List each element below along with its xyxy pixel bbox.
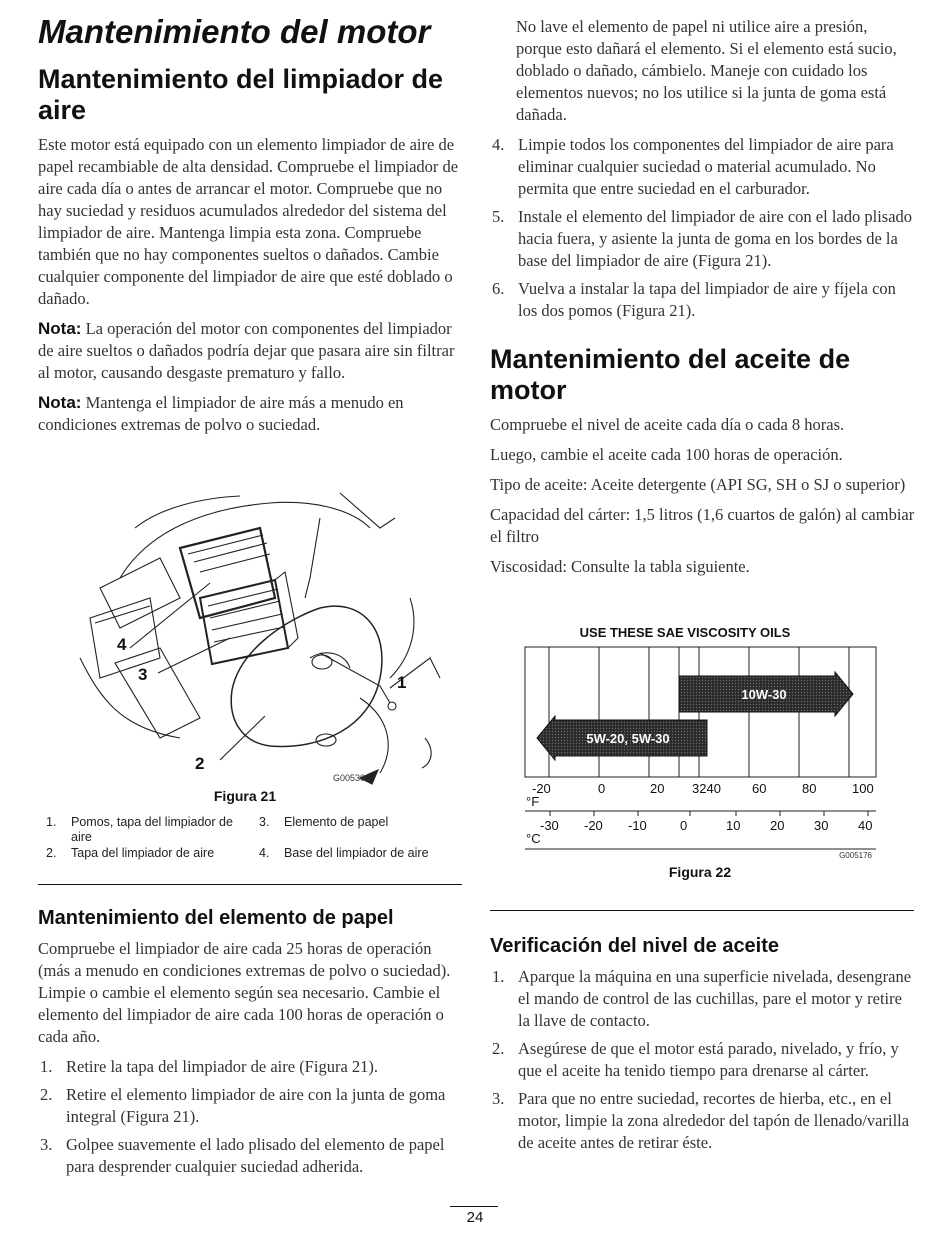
oil-paragraph: Capacidad del cárter: 1,5 litros (1,6 cuartos de galón) al cambiar el filtro — [490, 505, 915, 546]
air-cleaner-paragraph: Este motor está equipado con un elemento limpiador de aire de papel recambiable de alta densidad. Compruebe el limpiador de aire cada día o antes de arrancar el motor. Compruebe que no hay suciedad y residuos acumulados alrededor del sistema del limpiador de aire. Mantenga limpia esta zona. Compruebe también que no hay componentes sueltos o dañados. Cambie cualquier componente del limpiador de aire que esté doblado o dañado. — [38, 135, 459, 308]
oil-heading: Mantenimiento del aceite de motor — [490, 344, 851, 405]
list-item-text: Asegúrese de que el motor está parado, nivelado, y frío, y que el aceite ha tenido tiempo para drenarse al cárter. — [518, 1039, 899, 1080]
page-title: Mantenimiento del motor — [38, 13, 431, 50]
callout-4: 4 — [117, 635, 127, 654]
figure-21-legend — [46, 815, 466, 862]
paper-element-section — [38, 906, 463, 1184]
list-item-text: Retire el elemento limpiador de aire con la junta de goma integral (Figura 21). — [66, 1085, 446, 1126]
list-item-number: 3. — [492, 1089, 505, 1108]
section-divider-right — [490, 910, 914, 911]
list-item-text: Retire la tapa del limpiador de aire (Figura 21). — [66, 1057, 379, 1076]
series-label-10w30: 10W-30 — [741, 687, 787, 702]
list-item-text: Instale el elemento del limpiador de aire con el lado plisado hacia fuera, y asiente la junta de goma en los bordes de la base del limpiador de aire (Figura 21). — [518, 207, 913, 270]
figure-code: G005176 — [839, 851, 872, 860]
list-item — [38, 1134, 463, 1178]
figure-21-caption: Figura 21 — [213, 788, 277, 804]
legend-text: Elemento de papel — [284, 815, 389, 829]
celsius-tick-label: -10 — [628, 818, 647, 833]
nota-2-text: Mantenga el limpiador de aire más a menudo en condiciones extremas de polvo o suciedad. — [38, 393, 404, 434]
chart-labels — [525, 781, 876, 860]
list-item-number: 4. — [492, 135, 505, 154]
list-item — [490, 206, 915, 272]
viscosity-chart-svg — [524, 646, 878, 876]
chart-bars — [537, 672, 853, 760]
list-item-text: Golpee suavemente el lado plisado del elemento de papel para desprender cualquier suciedad adherida. — [66, 1135, 445, 1176]
continued-paragraph: No lave el elemento de papel ni utilice aire a presión, porque esto dañará el elemento. Si el elemento está sucio, doblado o dañado, cámbielo. Maneje con cuidado los elementos nuevos; no los utilice si la junta de goma está dañada. — [516, 17, 897, 124]
list-item-number: 1. — [40, 1057, 53, 1076]
air-cleaner-heading: Mantenimiento del limpiador de aire — [38, 64, 444, 125]
figure-21 — [60, 488, 450, 806]
celsius-tick-label: -30 — [540, 818, 559, 833]
celsius-tick-label: -20 — [584, 818, 603, 833]
callout-2: 2 — [195, 754, 205, 773]
figure-22-caption: Figura 22 — [668, 864, 732, 880]
fahrenheit-tick-label: 60 — [752, 781, 767, 796]
list-item-text: Vuelva a instalar la tapa del limpiador de aire y fíjela con los dos pomos (Figura 21). — [518, 279, 896, 320]
nota-1-text: La operación del motor con componentes del limpiador de aire sueltos o dañados podría dejar que pasara aire sin filtrar al motor, causando desgaste prematuro y fallo. — [38, 319, 455, 382]
celsius-unit: °C — [526, 831, 541, 846]
list-item — [490, 134, 915, 200]
oil-paragraph: Luego, cambie el aceite cada 100 horas de operación. — [490, 445, 843, 464]
celsius-tick-label: 30 — [814, 818, 829, 833]
list-item — [490, 966, 915, 1032]
fahrenheit-unit: °F — [526, 794, 540, 809]
page-number-rule — [450, 1206, 498, 1207]
fahrenheit-tick-label: 80 — [802, 781, 817, 796]
figure-code: G005300 — [333, 773, 371, 783]
paper-steps-list — [38, 1056, 463, 1178]
nota-label: Nota: — [38, 319, 82, 338]
series-label-5w: 5W-20, 5W-30 — [586, 731, 670, 746]
viscosity-chart-title: USE THESE SAE VISCOSITY OILS — [579, 625, 791, 640]
oil-level-section — [490, 934, 915, 1160]
list-item-text: Limpie todos los componentes del limpiador de aire para eliminar cualquier suciedad o material acumulado. No permita que entre suciedad en el carburador. — [518, 135, 894, 198]
list-item — [490, 1088, 915, 1154]
legend-num: 1. — [46, 815, 57, 829]
paper-element-paragraph: Compruebe el limpiador de aire cada 25 horas de operación (más a menudo en condiciones extremas de polvo o suciedad). Limpie o cambie el elemento según sea necesario. Cambie el elemento del limpiador de aire cada 100 horas de operación o cada año. — [38, 939, 451, 1046]
section-divider-left — [38, 884, 462, 885]
nota-2 — [38, 392, 463, 436]
list-item — [38, 1084, 463, 1128]
legend-num: 2. — [46, 846, 57, 860]
legend-text: Pomos, tapa del limpiador de aire — [71, 815, 233, 844]
nota-1 — [38, 318, 463, 384]
list-item-text: Aparque la máquina en una superficie nivelada, desengrane el mando de control de las cuchillas, pare el motor y retire la llave de contacto. — [518, 967, 912, 1030]
celsius-tick-label: 40 — [858, 818, 873, 833]
nota-label: Nota: — [38, 393, 82, 412]
viscosity-chart — [524, 646, 878, 876]
list-item-number: 6. — [492, 279, 505, 298]
oil-paragraph: Viscosidad: Consulte la tabla siguiente. — [490, 557, 750, 576]
oil-paragraph: Tipo de aceite: Aceite detergente (API SG, SH o SJ o superior) — [490, 475, 906, 494]
celsius-tick-label: 0 — [680, 818, 688, 833]
callout-1: 1 — [397, 673, 407, 692]
celsius-tick-label: 20 — [770, 818, 785, 833]
paper-element-heading: Mantenimiento del elemento de papel — [38, 907, 394, 929]
list-item — [490, 1038, 915, 1082]
list-item-number: 1. — [492, 967, 505, 986]
oil-level-steps — [490, 966, 915, 1154]
list-item-number: 3. — [40, 1135, 53, 1154]
list-item-number: 2. — [40, 1085, 53, 1104]
oil-paragraph: Compruebe el nivel de aceite cada día o cada 8 horas. — [490, 415, 845, 434]
list-item-text: Para que no entre suciedad, recortes de hierba, etc., en el motor, limpie la zona alrededor del tapón de llenado/varilla de aceite antes de retirar éste. — [518, 1089, 910, 1152]
legend-num: 3. — [259, 815, 270, 829]
fahrenheit-tick-label: 100 — [852, 781, 874, 796]
fahrenheit-tick-label: 20 — [650, 781, 665, 796]
legend-num: 4. — [259, 846, 270, 860]
right-column — [490, 16, 915, 586]
fahrenheit-tick-label: 0 — [598, 781, 606, 796]
fahrenheit-tick-label: -20 — [532, 781, 551, 796]
list-item-number: 2. — [492, 1039, 505, 1058]
list-item — [490, 278, 915, 322]
celsius-tick-label: 10 — [726, 818, 741, 833]
list-item-number: 5. — [492, 207, 505, 226]
callout-3: 3 — [138, 665, 148, 684]
legend-text: Base del limpiador de aire — [284, 846, 429, 860]
list-item — [38, 1056, 463, 1078]
page-number: 24 — [466, 1209, 484, 1226]
fahrenheit-tick-label: 3240 — [692, 781, 721, 796]
legend-text: Tapa del limpiador de aire — [71, 846, 215, 860]
left-column — [38, 0, 463, 444]
cleaner-steps-list — [490, 134, 915, 322]
oil-level-heading: Verificación del nivel de aceite — [490, 935, 780, 957]
